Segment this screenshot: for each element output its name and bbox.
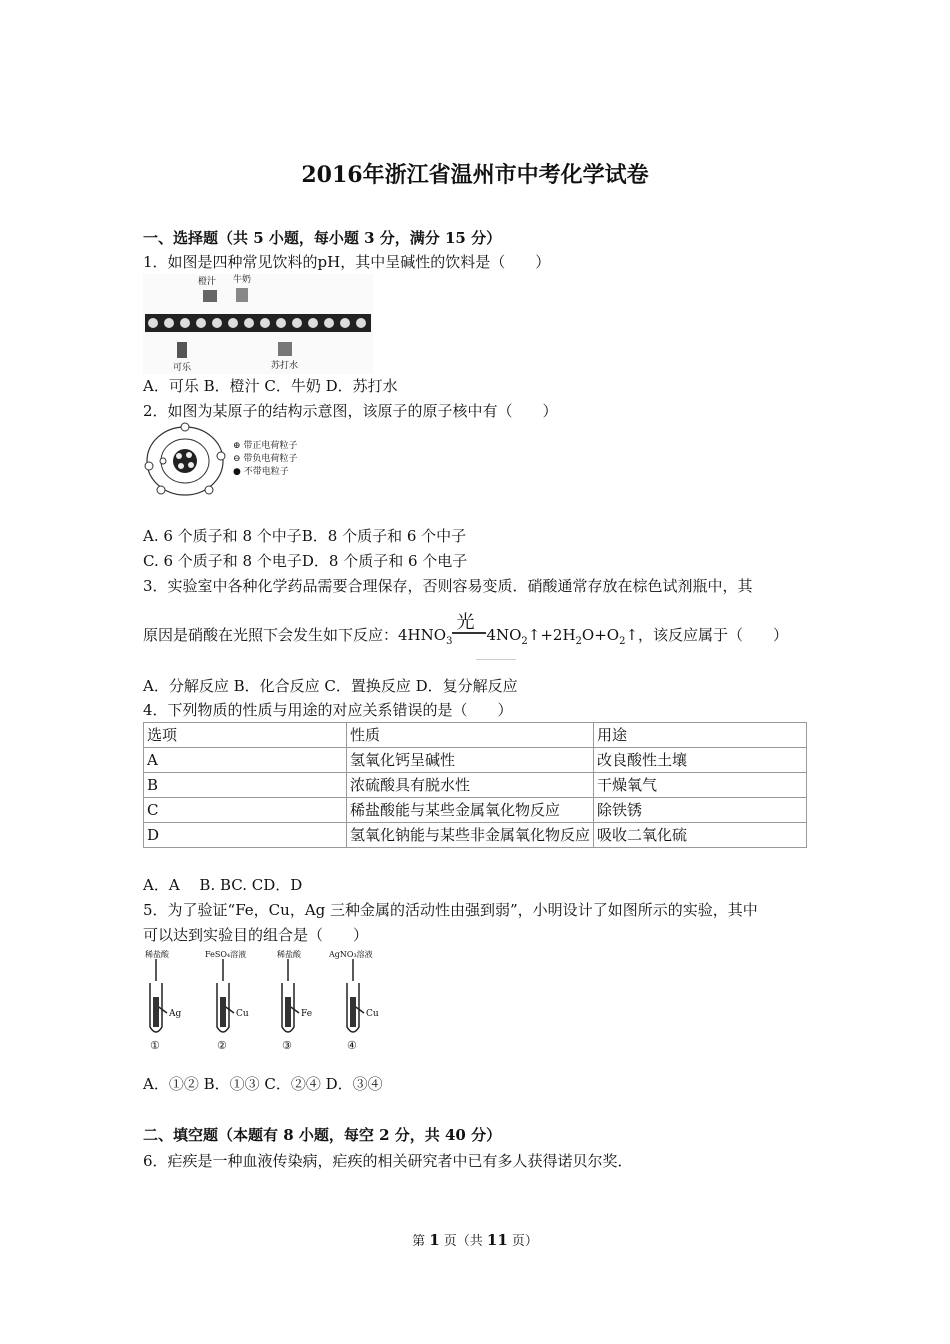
- cell-use: 吸收二氧化硫: [594, 823, 807, 848]
- tube2-number: ②: [217, 1039, 227, 1052]
- q5-options: A．①② B．①③ C．②④ D．③④: [143, 1075, 383, 1093]
- tube2-metal: Cu: [236, 1009, 249, 1019]
- ph-scale-icon: [143, 274, 373, 374]
- test-tubes-figure: [143, 947, 388, 1057]
- q2-options-ab: A. 6 个质子和 8 个中子B．8 个质子和 6 个中子: [143, 527, 467, 545]
- table-row: [144, 823, 807, 848]
- q1-options: A．可乐 B．橙汁 C．牛奶 D．苏打水: [143, 377, 398, 395]
- q6-stem: 6．疟疾是一种血液传染病，疟疾的相关研究者中已有多人获得诺贝尔奖．: [143, 1152, 633, 1170]
- legend-positive: ⊕ 带正电荷粒子: [233, 441, 298, 451]
- tube1-solution: 稀盐酸: [145, 950, 169, 959]
- atom-diagram-icon: [143, 422, 233, 500]
- header-use: 用途: [594, 723, 807, 748]
- table-header-row: [144, 723, 807, 748]
- q2-options-cd: C. 6 个质子和 8 个电子D．8 个质子和 6 个电子: [143, 552, 468, 570]
- atom-structure-figure: [143, 422, 313, 500]
- q4-options: A．A B. BC. CD．D: [143, 876, 303, 894]
- header-property: 性质: [347, 723, 594, 748]
- header-option: 选项: [144, 723, 347, 748]
- legend-neutral: ● 不带电粒子: [233, 467, 289, 477]
- label-cola: 可乐: [173, 363, 192, 373]
- cell-use: 除铁锈: [594, 798, 807, 823]
- q2-stem: 2．如图为某原子的结构示意图，该原子的原子核中有（ ）: [143, 402, 558, 420]
- page-title: 2016年浙江省温州市中考化学试卷: [301, 162, 649, 188]
- ph-scale-figure: [143, 274, 373, 374]
- tube4-number: ④: [347, 1039, 357, 1052]
- section-1-heading: 一、选择题（共 5 小题，每小题 3 分，满分 15 分）: [143, 229, 502, 247]
- q4-stem: 4．下列物质的性质与用途的对应关系错误的是（ ）: [143, 701, 513, 719]
- tube4-metal: Cu: [366, 1009, 379, 1019]
- q3-stem-line2: 原因是硝酸在光照下会发生如下反应：$4HNO_3$ 光 $4NO_2↑+2H_2O+O_2↑$，该反应属于（ ）: [143, 612, 789, 647]
- table-row: [144, 748, 807, 773]
- equation-rule: [476, 659, 516, 660]
- cell-property: 氢氧化钙呈碱性: [347, 748, 594, 773]
- tube2-solution: FeSO₄溶液: [205, 950, 247, 959]
- label-orange-juice: 橙汁: [198, 277, 217, 287]
- q5-stem-line1: 5．为了验证“Fe，Cu，Ag 三种金属的活动性由强到弱”，小明设计了如图所示的实验，其中: [143, 901, 758, 919]
- page-footer: 第 1 页（共 11 页）: [412, 1231, 538, 1249]
- tube3-number: ③: [282, 1039, 292, 1052]
- q1-stem: 1．如图是四种常见饮料的pH，其中呈碱性的饮料是（ ）: [143, 253, 551, 271]
- cell-use: 改良酸性土壤: [594, 748, 807, 773]
- table-row: [144, 773, 807, 798]
- q3-options: A．分解反应 B．化合反应 C．置换反应 D．复分解反应: [143, 677, 518, 695]
- tube1-metal: Ag: [169, 1009, 182, 1019]
- q4-table: [143, 722, 807, 848]
- cell-use: 干燥氧气: [594, 773, 807, 798]
- cell-option: D: [144, 823, 347, 848]
- q3-stem-line1: 3．实验室中各种化学药品需要合理保存，否则容易变质．硝酸通常存放在棕色试剂瓶中，其: [143, 577, 753, 595]
- q5-stem-line2: 可以达到实验目的组合是（ ）: [143, 926, 369, 944]
- section-2-heading: 二、填空题（本题有 8 小题，每空 2 分，共 40 分）: [143, 1126, 502, 1144]
- tube1-number: ①: [150, 1039, 160, 1052]
- cell-property: 氢氧化钠能与某些非金属氧化物反应: [347, 823, 594, 848]
- label-milk: 牛奶: [233, 275, 252, 285]
- cell-property: 稀盐酸能与某些金属氧化物反应: [347, 798, 594, 823]
- table-row: [144, 798, 807, 823]
- cell-property: 浓硫酸具有脱水性: [347, 773, 594, 798]
- light-condition-arrow: 光: [452, 626, 486, 640]
- label-soda-water: 苏打水: [271, 361, 299, 371]
- tube3-metal: Fe: [301, 1009, 313, 1019]
- cell-option: B: [144, 773, 347, 798]
- cell-option: A: [144, 748, 347, 773]
- cell-option: C: [144, 798, 347, 823]
- tube4-solution: AgNO₃溶液: [329, 950, 373, 959]
- tube3-solution: 稀盐酸: [277, 950, 301, 959]
- legend-negative: ⊖ 带负电荷粒子: [233, 454, 298, 464]
